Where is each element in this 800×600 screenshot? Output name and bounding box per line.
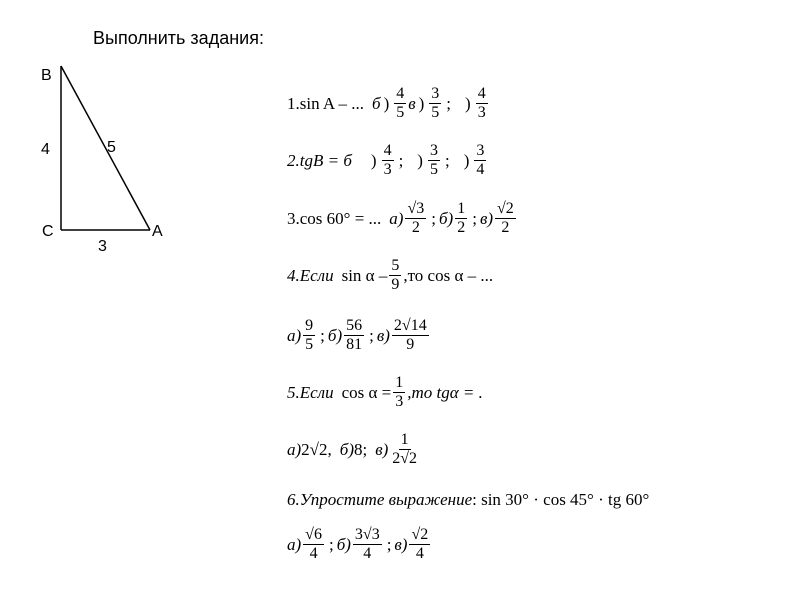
task-6-answer-a: $\frac{√6}{4}$ <box>305 526 322 562</box>
task-4-question: ,то cos α – ... <box>403 266 494 285</box>
task-5-question: ,то tgα = . <box>407 383 483 402</box>
task-1-fraction-a: $\frac{4}{5}$ <box>396 85 405 121</box>
task-4-answers: а) $\frac{9}{5}$ ; б) $\frac{56}{81}$ ; в) $\frac{2√14}{9}$ <box>287 317 427 353</box>
task-6-expression: : sin 30° · cos 45° · tg 60° <box>472 490 650 509</box>
task-1-fraction-b: $\frac{3}{5}$ <box>431 85 440 121</box>
task-1-fraction-c: $\frac{4}{3}$ <box>477 85 486 121</box>
task-3: 3.cos 60° = ... а) $\frac{√3}{2}$ ; б) $\frac{1}{2}$ ; в) $\frac{√2}{2}$ <box>287 200 514 236</box>
task-4-prefix: 4.Если <box>287 266 334 285</box>
task-2-prefix: 2.tgB = б <box>287 151 352 170</box>
task-4-answer-label-a: а) <box>287 326 302 345</box>
task-5-answer-label-c: в) <box>375 440 389 459</box>
task-5-answer-label-a: а) <box>287 440 302 459</box>
task-4-answer-label-b: б) <box>327 326 343 345</box>
task-3-prefix: 3.cos 60° = ... <box>287 209 382 228</box>
task-6-answer-label-c: в) <box>394 535 408 554</box>
task-3-fraction-a: $\frac{√3}{2}$ <box>407 200 425 236</box>
task-6-answer-label-b: б) <box>336 535 351 554</box>
task-4-fraction: $\frac{5}{9}$ <box>391 257 400 293</box>
side-ab-length: 5 <box>107 139 116 156</box>
vertex-a-label: A <box>152 223 163 240</box>
task-2-fraction-a: $\frac{4}{3}$ <box>383 142 392 178</box>
task-1: 1.sin A – ... б ) $\frac{4}{5}$ в ) $\frac{3}{5}$ ; ) $\frac{4}{3}$ <box>287 85 486 121</box>
task-6-answer-label-a: а) <box>287 535 302 554</box>
task-4-condition: sin α – <box>341 266 388 285</box>
task-5-answer-a: 2√2, <box>301 440 332 459</box>
task-3-fraction-b: $\frac{1}{2}$ <box>457 200 466 236</box>
vertex-c-label: C <box>42 223 54 240</box>
task-4-answer-c: $\frac{2√14}{9}$ <box>393 317 427 353</box>
task-4-answer-b: $\frac{56}{81}$ <box>346 317 363 353</box>
task-4-answer-a: $\frac{9}{5}$ <box>305 317 314 353</box>
task-6-prefix: 6.Упростите выражение <box>287 490 473 509</box>
task-1-option-label-b: б <box>372 94 381 113</box>
page-title: Выполнить задания: <box>93 28 264 48</box>
vertex-b-label: B <box>41 67 52 84</box>
task-5-condition: cos α = <box>341 383 392 402</box>
task-1-prefix: 1.sin A – ... <box>287 94 364 113</box>
task-6-answers: а) $\frac{√6}{4}$ ; б) $\frac{3√3}{4}$ ; в) $\frac{√2}{4}$ <box>287 526 429 562</box>
task-3-fraction-c: $\frac{√2}{2}$ <box>496 200 514 236</box>
task-5-answer-label-b: б) <box>339 440 354 459</box>
task-2-fraction-b: $\frac{3}{5}$ <box>429 142 438 178</box>
task-3-label-c: в) <box>479 209 493 228</box>
task-2: 2.tgB = б ) $\frac{4}{3}$ ; ) $\frac{3}{5}$ ; ) $\frac{3}{4}$ <box>287 142 485 178</box>
task-6 <box>287 491 649 508</box>
side-ca-length: 3 <box>98 238 107 255</box>
task-3-label-b: б) <box>438 209 454 228</box>
task-4 <box>287 258 493 293</box>
task-5-fraction: $\frac{1}{3}$ <box>395 374 404 410</box>
task-5-answer-c: $\frac{1}{2√2}$ <box>392 431 418 467</box>
task-5-answer-b: 8; <box>353 440 368 459</box>
right-triangle-diagram <box>0 0 200 260</box>
task-6-answer-b: $\frac{3√3}{4}$ <box>354 526 380 562</box>
task-2-fraction-c: $\frac{3}{4}$ <box>476 142 485 178</box>
task-5 <box>287 375 483 410</box>
task-4-answer-label-c: в) <box>376 326 390 345</box>
task-1-option-label-v: в <box>408 94 416 113</box>
side-ab <box>61 66 150 230</box>
side-bc-length: 4 <box>41 141 50 158</box>
task-5-prefix: 5.Если <box>287 383 334 402</box>
task-3-label-a: а) <box>389 209 404 228</box>
task-5-answers <box>287 432 421 467</box>
task-6-answer-c: $\frac{√2}{4}$ <box>411 526 429 562</box>
